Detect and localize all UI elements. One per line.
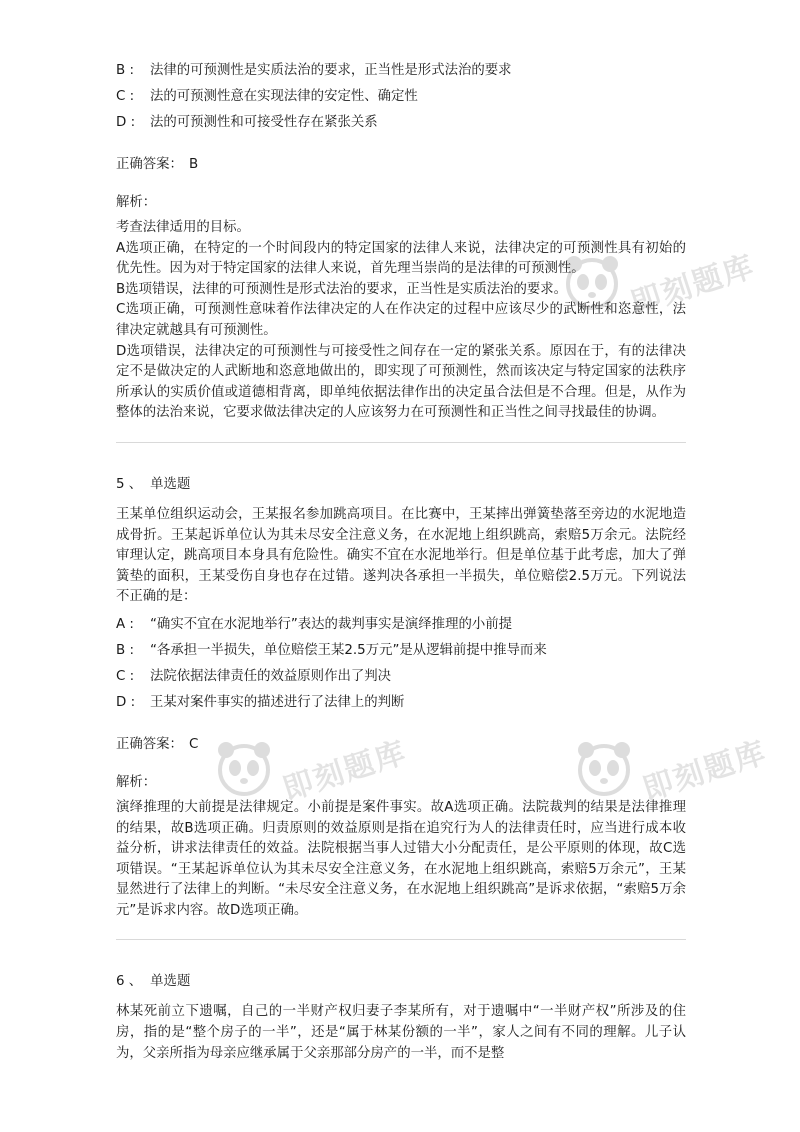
question-5-options <box>116 612 686 716</box>
answer-label: 正确答案： <box>116 157 183 172</box>
option-c[interactable]: C : 法院依据法律责任的效益原则作出了判决 <box>116 668 392 684</box>
watermark-text: 即刻题库 <box>626 248 760 322</box>
question-4-options <box>116 58 686 136</box>
analysis-body <box>116 798 686 922</box>
watermark-text: 即刻题库 <box>278 734 412 808</box>
document-page <box>116 58 686 1064</box>
analysis-paragraph: D选项错误，法律决定的可预测性与可接受性之间存在一定的紧张关系。原因在于，有的法律决定不是做决定的人武断地和恣意地做出的，即实现了可预测性，然而该决定与特定国家的法秩序所承认的实质价值或道德相背离，即单纯依据法律作出的决定虽合法但是不合理。但是，从作为整体的法治来说，它要求做法律决定的人应该努力在可预测性和正当性之间寻找最佳的协调。 <box>116 343 686 421</box>
question-number: 5 、 <box>116 476 143 492</box>
option-d[interactable]: D : 王某对案件事实的描述进行了法律上的判断 <box>116 694 405 710</box>
correct-answer <box>116 734 686 756</box>
analysis-paragraph: 演绎推理的大前提是法律规定。小前提是案件事实。故A选项正确。法院裁判的结果是法律推理的结果，故B选项正确。归责原则的效益原则是指在追究行为人的法律责任时，应当进行成本收益分析，讲求法律责任的效益。法院根据当事人过错大小分配责任，是公平原则的体现，故C选项错误。“王某起诉单位认为其未尽安全注意义务，在水泥地上组织跳高，索赔5万余元”，王某显然进行了法律上的判断。“未尽安全注意义务，在水泥地上组织跳高”是诉求依据，“索赔5万余元”是诉求内容。故D选项正确。 <box>116 799 686 918</box>
answer-value: B <box>188 157 199 172</box>
answer-label: 正确答案： <box>116 736 183 752</box>
divider <box>116 442 686 443</box>
question-5-header <box>116 473 686 497</box>
analysis-paragraph: C选项正确，可预测性意味着作法律决定的人在作决定的过程中应该尽少的武断性和恣意性，法律决定就越具有可预测性。 <box>116 302 686 338</box>
option-a[interactable]: A : “确实不宜在水泥地举行”表达的裁判事实是演绎推理的小前提 <box>116 616 513 632</box>
analysis-body <box>116 218 686 424</box>
analysis-paragraph: 考查法律适用的目标。 <box>116 220 250 235</box>
option-b[interactable]: B : 法律的可预测性是实质法治的要求，正当性是形式法治的要求 <box>116 63 512 78</box>
watermark-text: 即刻题库 <box>638 734 772 808</box>
question-number: 6 、 <box>116 974 143 990</box>
divider <box>116 939 686 940</box>
answer-value: C <box>188 736 199 752</box>
question-stem: 王某单位组织运动会，王某报名参加跳高项目。在比赛中，王某摔出弹簧垫落至旁边的水泥地造成骨折。王某起诉单位认为其未尽安全注意义务，在水泥地上组织跳高，索赔5万余元。法院经审理认定，跳高项目本身具有危险性。确实不宜在水泥地举行。但是单位基于此考虑，加大了弹簧垫的面积，王某受伤自身也存在过错。遂判决各承担一半损失，单位赔偿2.5万元。下列说法不正确的是： <box>116 506 686 605</box>
analysis-paragraph: A选项正确，在特定的一个时间段内的特定国家的法律人来说，法律决定的可预测性具有初始的优先性。因为对于特定国家的法律人来说，首先理当崇尚的是法律的可预测性。 <box>116 240 686 277</box>
option-b[interactable]: B : “各承担一半损失，单位赔偿王某2.5万元”是从逻辑前提中推导而来 <box>116 642 547 658</box>
correct-answer <box>116 154 686 176</box>
option-d[interactable]: D : 法的可预测性和可接受性存在紧张关系 <box>116 115 378 130</box>
analysis-paragraph: B选项错误，法律的可预测性是形式法治的要求，正当性是实质法治的要求。 <box>116 281 568 297</box>
analysis-label: 解析： <box>116 774 157 790</box>
option-c[interactable]: C : 法的可预测性意在实现法律的安定性、确定性 <box>116 89 418 104</box>
analysis-label: 解析： <box>116 195 157 210</box>
question-6-header <box>116 970 686 994</box>
question-stem: 林某死前立下遗嘱，自己的一半财产权归妻子李某所有，对于遗嘱中“一半财产权”所涉及的住房，指的是“整个房子的一半”，还是“属于林某份额的一半”，家人之间有不同的理解。儿子认为，父亲所指为母亲应继承属于父亲那部分房产的一半，而不是整 <box>116 1004 686 1061</box>
question-type: 单选题 <box>150 476 191 492</box>
question-type: 单选题 <box>150 974 191 990</box>
